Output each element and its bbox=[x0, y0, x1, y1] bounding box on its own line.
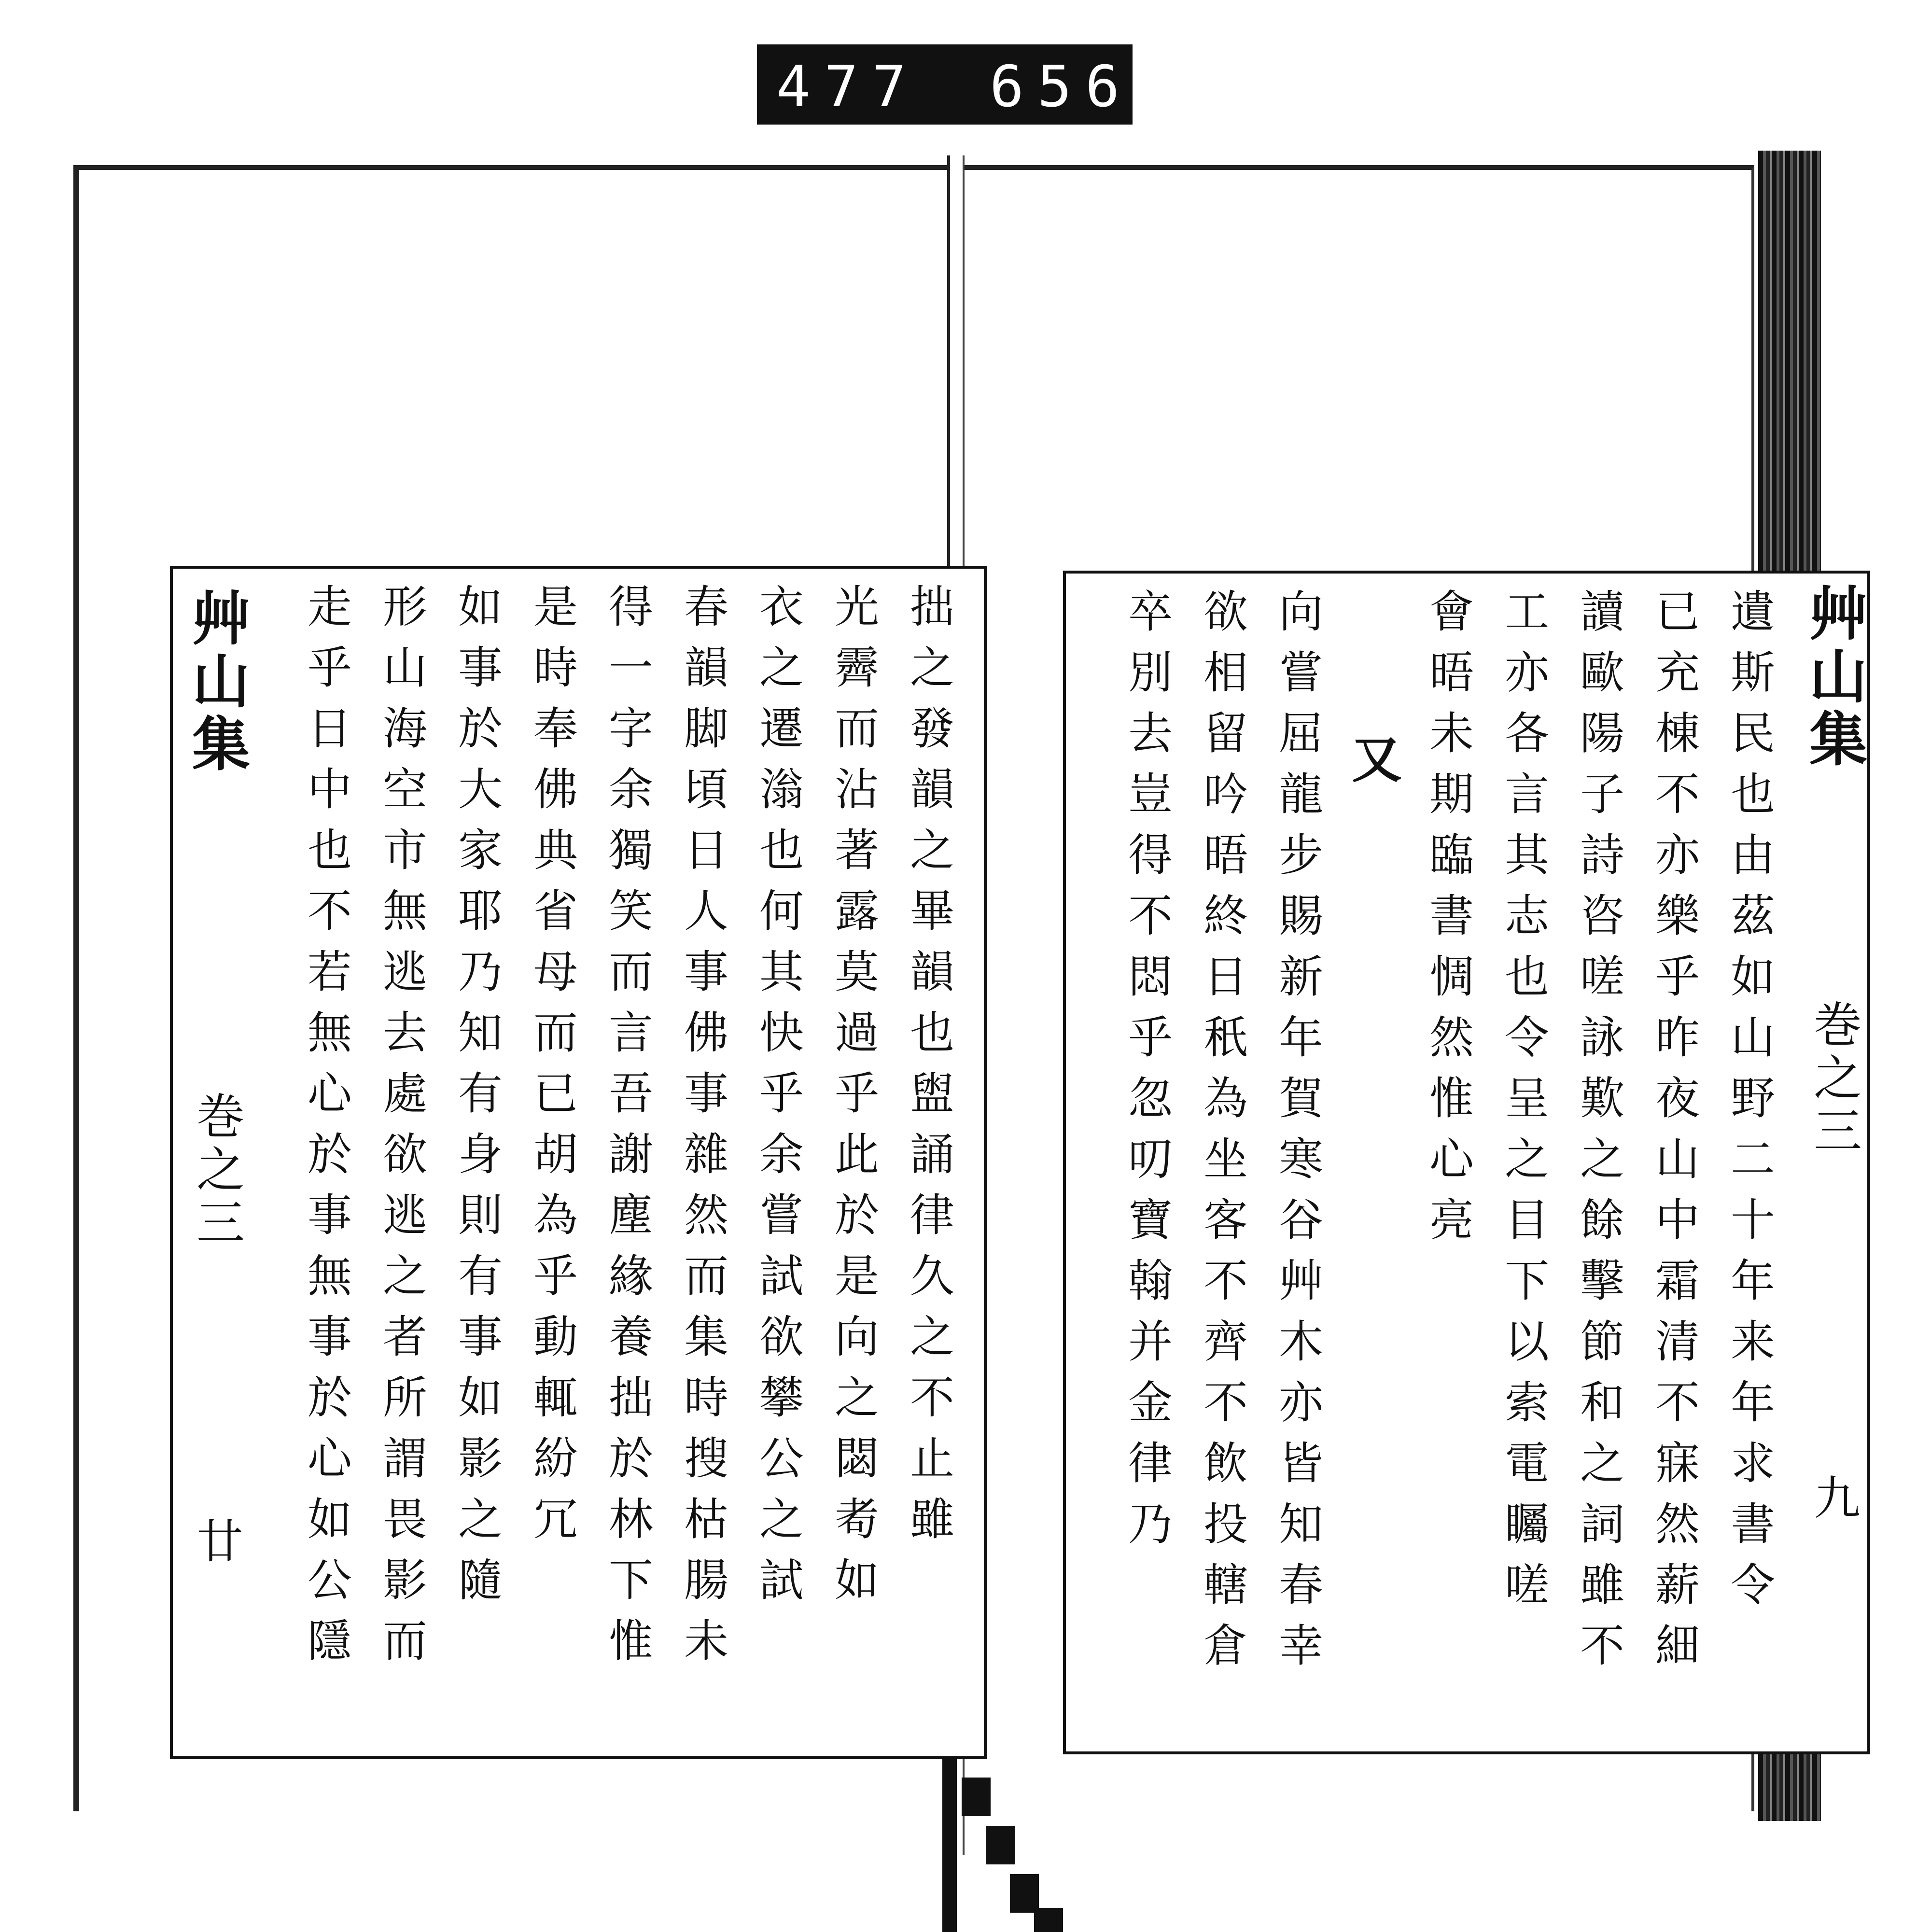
text-column: 形山海空市無逃去處欲逃之者所謂畏影而 bbox=[376, 583, 427, 1678]
text-column: 走乎日中也不若無心於事無事於心如公隱 bbox=[300, 583, 352, 1678]
left-page-frame bbox=[170, 566, 987, 1759]
book-spread bbox=[73, 155, 1868, 1797]
left-page-text bbox=[255, 583, 965, 1742]
text-column: 會晤未期臨書惆然惟心亮 bbox=[1422, 588, 1474, 1257]
text-column: 工亦各言其志也令呈之目下以索電矚嗟 bbox=[1497, 588, 1549, 1622]
text-column: 欲相留吟晤終日秖為坐客不齊不飲投轄倉 bbox=[1196, 588, 1248, 1683]
text-column: 已充棟不亦樂乎昨夜山中霜清不寐然薪細 bbox=[1648, 588, 1700, 1683]
text-column: 讀歐陽子詩咨嗟詠歎之餘擊節和之詞雖不 bbox=[1573, 588, 1624, 1683]
right-book-title: 艸山集 bbox=[1800, 583, 1868, 771]
right-page-text bbox=[1080, 588, 1785, 1737]
text-column: 是時奉佛典省母而已胡為乎動輒紛冗 bbox=[526, 583, 578, 1556]
call-number-left: 477 bbox=[776, 53, 920, 120]
text-column: 得一字余獨笑而言吾謝塵緣養拙於林下惟 bbox=[602, 583, 653, 1678]
right-page-frame bbox=[1063, 571, 1870, 1754]
text-column: 春韻脚頃日人事佛事雜然而集時搜枯腸未 bbox=[677, 583, 728, 1678]
text-column: 如事於大家耶乃知有身則有事如影之隨 bbox=[451, 583, 503, 1617]
left-margin-title bbox=[182, 588, 251, 1747]
text-column: 遺斯民也由茲如山野二十年来年求書令 bbox=[1723, 588, 1775, 1622]
call-number-right: 656. bbox=[990, 53, 1181, 120]
text-column: 拙之發韻之畢韻也盥誦律久之不止雖 bbox=[903, 583, 954, 1556]
text-column: 光霽而沾著露莫過乎此於是向之閟耇如 bbox=[827, 583, 879, 1617]
left-volume: 巻之三 bbox=[188, 1091, 245, 1250]
right-volume: 巻之三 bbox=[1805, 999, 1862, 1159]
right-margin-title bbox=[1800, 583, 1868, 1742]
text-column: 向嘗屈龍步賜新年賀寒谷艸木亦皆知春幸 bbox=[1272, 588, 1323, 1683]
right-folio: 九 bbox=[1806, 1473, 1861, 1525]
left-folio: 廿 bbox=[189, 1516, 243, 1568]
call-number-label bbox=[757, 44, 1181, 125]
text-column: 卒別去豈得不悶乎忽叨寶翰并金律乃 bbox=[1121, 588, 1173, 1561]
section-heading: 又 bbox=[1343, 733, 1402, 799]
text-column: 衣之遷滃也何其快乎余嘗試欲攀公之試 bbox=[752, 583, 804, 1617]
left-book-title: 艸山集 bbox=[182, 588, 251, 776]
